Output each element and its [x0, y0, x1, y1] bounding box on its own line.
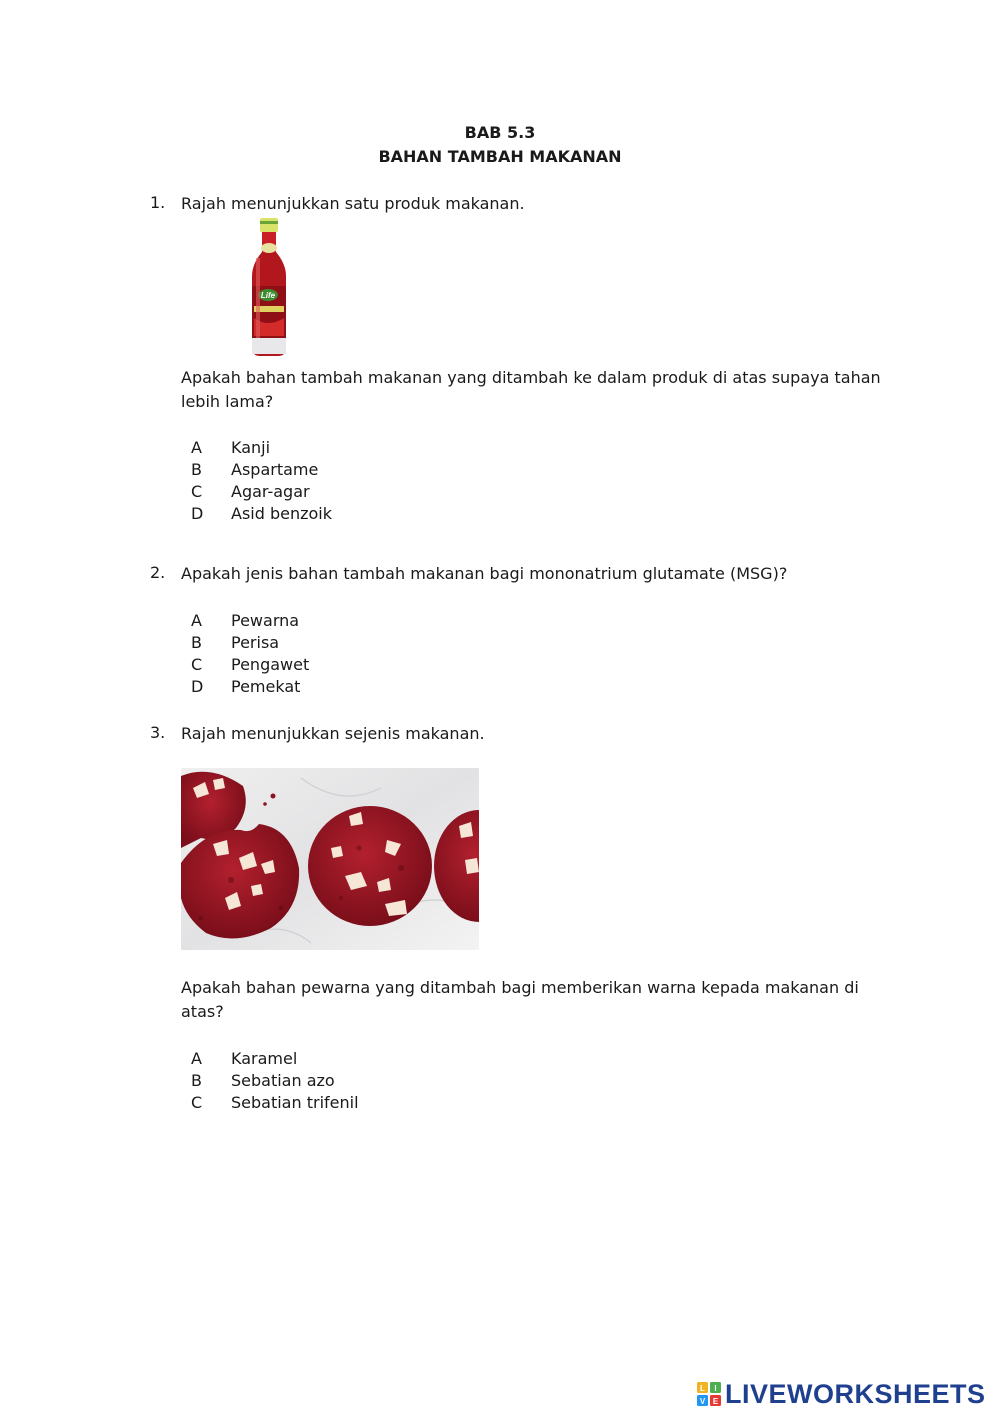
option-letter: C	[191, 482, 203, 501]
option-text: Karamel	[231, 1049, 298, 1068]
question-2-prompt: Apakah jenis bahan tambah makanan bagi mononatrium glutamate (MSG)?	[181, 564, 788, 583]
question-1-prompt: Apakah bahan tambah makanan yang ditambah ke dalam produk di atas supaya tahan lebih lama?	[181, 368, 881, 411]
cookie-crumb	[271, 794, 276, 799]
option-text: Perisa	[231, 633, 280, 652]
option-letter: B	[191, 1071, 202, 1090]
option-letter: B	[191, 460, 202, 479]
option-text: Asid benzoik	[231, 504, 333, 523]
bottle-brand-text: Life	[260, 291, 276, 300]
option-letter: A	[191, 1049, 202, 1068]
option-text: Pengawet	[231, 655, 310, 674]
page-title: BAHAN TAMBAH MAKANAN	[378, 147, 622, 166]
option-text: Pewarna	[231, 611, 300, 630]
option-letter: D	[191, 677, 204, 696]
option-text: Agar-agar	[231, 482, 310, 501]
sauce-bottle-image	[248, 218, 290, 358]
question-3-intro: Rajah menunjukkan sejenis makanan.	[181, 724, 485, 743]
question-2-number: 2.	[150, 563, 166, 582]
svg-text:E: E	[712, 1397, 719, 1406]
option-text: Pemekat	[231, 677, 301, 696]
liveworksheets-logo[interactable]	[697, 1377, 986, 1411]
bottle-cap	[260, 218, 278, 232]
option-text: Kanji	[231, 438, 271, 457]
option-letter: C	[191, 1093, 203, 1112]
cookie-whole	[308, 806, 432, 926]
option-text: Sebatian azo	[231, 1071, 335, 1090]
option-text: Aspartame	[231, 460, 319, 479]
option-letter: C	[191, 655, 203, 674]
question-1-number: 1.	[150, 193, 166, 212]
cookie-crumb	[263, 802, 267, 806]
option-text: Sebatian trifenil	[231, 1093, 359, 1112]
liveworksheets-logo-icon	[697, 1382, 721, 1406]
option-letter: A	[191, 438, 202, 457]
question-3-number: 3.	[150, 723, 166, 742]
chapter-label: BAB 5.3	[464, 123, 536, 142]
question-1-intro: Rajah menunjukkan satu produk makanan.	[181, 194, 525, 213]
option-letter: B	[191, 633, 202, 652]
svg-text:V: V	[699, 1397, 706, 1406]
red-velvet-cookies-image	[181, 768, 479, 950]
liveworksheets-brand-text: LIVEWORKSHEETS	[725, 1378, 986, 1409]
svg-text:I: I	[714, 1384, 717, 1393]
question-3-prompt: Apakah bahan pewarna yang ditambah bagi memberikan warna kepada makanan di atas?	[181, 978, 859, 1021]
option-letter: D	[191, 504, 204, 523]
option-letter: A	[191, 611, 202, 630]
svg-text:L: L	[700, 1384, 705, 1393]
